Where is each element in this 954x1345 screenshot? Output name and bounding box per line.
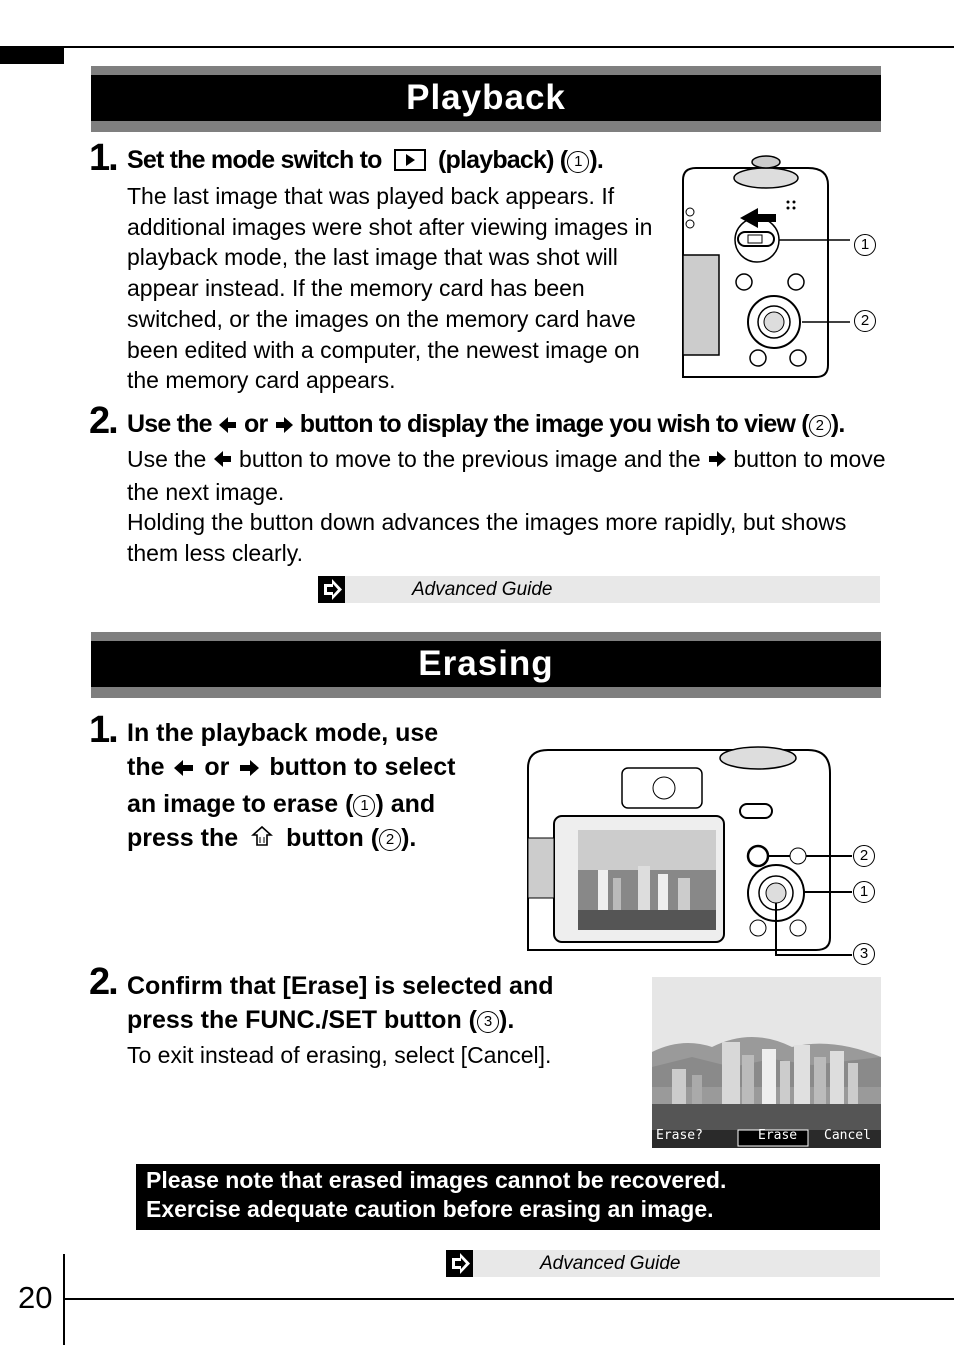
trash-icon xyxy=(251,824,273,858)
advanced-guide-link-2[interactable] xyxy=(446,1250,880,1277)
erasing-step2-number: 2. xyxy=(89,961,117,1003)
top-rule xyxy=(0,46,954,48)
playback-step2-heading-a: Use the xyxy=(127,410,212,438)
erasing-step1-line1: In the playback mode, use xyxy=(127,719,439,747)
callout-2: 2 xyxy=(853,845,875,867)
marker-2: 2 xyxy=(379,829,401,851)
erasing-step1-heading xyxy=(127,716,527,858)
erasing-step1-number: 1. xyxy=(89,709,117,751)
callout-2: 2 xyxy=(854,310,876,332)
playback-step2-heading-c: button to display the image you wish to view ( xyxy=(299,410,809,438)
erasing-step1-line3-b: ) and xyxy=(375,790,436,818)
erasing-section-header xyxy=(91,632,881,698)
play-icon xyxy=(394,149,426,171)
erasing-step2-line2 xyxy=(127,1003,647,1037)
playback-section-header xyxy=(91,66,881,132)
playback-step2-heading xyxy=(127,410,845,442)
advanced-guide-label: Advanced Guide xyxy=(412,579,553,600)
warning-line1: Please note that erased images cannot be recovered. xyxy=(146,1167,727,1193)
playback-title: Playback xyxy=(91,75,881,121)
marker-2: 2 xyxy=(809,415,831,437)
erasing-step1-line2-a: the xyxy=(127,753,165,781)
playback-step2-heading-b: or xyxy=(244,410,268,438)
erasing-step2-line2-b: ). xyxy=(499,1006,515,1034)
erasing-step1-line4-a: press the xyxy=(127,824,239,852)
playback-step2-number: 2. xyxy=(89,400,117,442)
erasing-step2-line1: Confirm that [Erase] is selected and xyxy=(127,972,554,1000)
playback-step1-heading-a: Set the mode switch to xyxy=(127,146,382,174)
playback-step1-heading-c: ). xyxy=(589,146,603,174)
bottom-rule xyxy=(64,1298,954,1300)
playback-step1-body: The last image that was played back appears. If additional images were shot after viewing images in playback mode, the last image that was shot will appear instead. If the memory card has been switched, or the images on the memory card have been edited with a computer, the newest image on the memory card appears. xyxy=(127,183,653,394)
playback-step2-body-a: Use the xyxy=(127,446,207,472)
erasing-step2-body: To exit instead of erasing, select [Cancel]. xyxy=(127,1042,552,1068)
right-arrow-icon xyxy=(238,753,260,787)
erasing-step1-line3-a: an image to erase ( xyxy=(127,790,354,818)
page-number-rule xyxy=(63,1254,65,1345)
erasing-step1-line4-c: ). xyxy=(401,824,417,852)
erasing-step1-line4-b: button ( xyxy=(286,824,380,852)
page-number: 20 xyxy=(18,1280,53,1315)
warning-box xyxy=(136,1164,880,1230)
erasing-step1-line4 xyxy=(127,821,527,858)
left-arrow-icon xyxy=(173,753,195,787)
erasing-step1-line2 xyxy=(127,750,527,787)
callout-1: 1 xyxy=(854,234,876,256)
erasing-step2-heading xyxy=(127,969,647,1037)
camera-back-erase-illustration xyxy=(518,728,888,968)
callout-1: 1 xyxy=(853,881,875,903)
left-arrow-icon xyxy=(218,413,238,442)
playback-step1-heading-b: (playback) ( xyxy=(437,146,568,174)
arrow-right-icon xyxy=(318,576,345,603)
erase-screen-image xyxy=(652,977,881,1148)
advanced-guide-label: Advanced Guide xyxy=(540,1253,681,1274)
playback-step2-heading-d: ). xyxy=(830,410,845,438)
right-arrow-icon xyxy=(274,413,294,442)
erase-prompt: Erase? xyxy=(656,1128,703,1143)
marker-1: 1 xyxy=(353,795,375,817)
playback-step2-body-c: button to move the next image. xyxy=(127,446,886,505)
erase-option[interactable]: Erase xyxy=(758,1128,798,1143)
erasing-step1-line2-b: or xyxy=(204,753,230,781)
erasing-title: Erasing xyxy=(91,641,881,687)
playback-step1-number: 1. xyxy=(89,137,117,179)
erasing-step1-line3 xyxy=(127,787,527,821)
playback-step2-body xyxy=(127,444,887,569)
marker-1: 1 xyxy=(567,151,589,173)
cancel-option[interactable]: Cancel xyxy=(824,1128,871,1143)
warning-line2: Exercise adequate caution before erasing an image. xyxy=(146,1196,714,1222)
arrow-right-icon xyxy=(446,1250,473,1277)
playback-step1-heading xyxy=(127,146,603,175)
marker-3: 3 xyxy=(477,1011,499,1033)
playback-step2-body-d: Holding the button down advances the images more rapidly, but shows them less clearly. xyxy=(127,509,847,567)
advanced-guide-link[interactable] xyxy=(318,576,880,603)
playback-step2-body-b: button to move to the previous image and the xyxy=(239,446,701,472)
right-arrow-icon xyxy=(707,446,727,477)
top-tab-block xyxy=(0,46,64,64)
erasing-step2-line2-a: press the FUNC./SET button ( xyxy=(127,1006,477,1034)
camera-back-illustration xyxy=(678,150,888,385)
callout-3: 3 xyxy=(853,943,875,965)
erasing-step1-line2-c: button to select xyxy=(269,753,456,781)
left-arrow-icon xyxy=(213,446,233,477)
